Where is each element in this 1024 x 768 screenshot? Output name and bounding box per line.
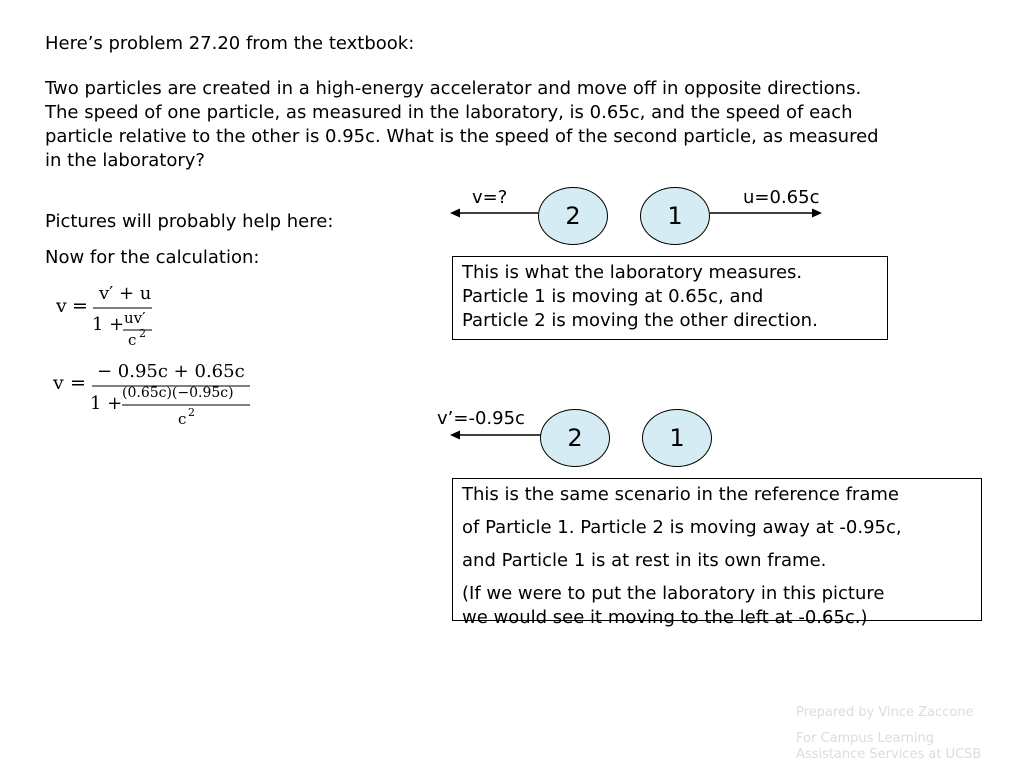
eq1-inner-numerator: uv′	[124, 309, 146, 327]
particle-1-frame	[642, 409, 712, 467]
pictures-label: Pictures will probably help here:	[45, 211, 334, 232]
eq1-denominator-one: 1 +	[92, 314, 125, 335]
arrowhead-left-frame	[450, 431, 460, 440]
caption-line: Particle 1 is moving at 0.65c, and	[462, 286, 764, 307]
eq2-inner-numerator: (0.65c)(−0.95c)	[122, 385, 234, 401]
problem-line: The speed of one particle, as measured in the laboratory, is 0.65c, and the speed of each	[45, 102, 853, 123]
eq1-equals: =	[72, 295, 88, 317]
credit-author: Prepared by Vince Zaccone	[796, 705, 974, 720]
caption-line: we would see it moving to the left at -0.65c.)	[462, 607, 868, 628]
eq2-denominator-one: 1 +	[90, 393, 123, 414]
particle-label: 1	[667, 202, 683, 230]
particle-label: 1	[669, 424, 685, 452]
credit-line: Assistance Services at UCSB	[796, 747, 982, 762]
caption-line: Particle 2 is moving the other direction.	[462, 310, 818, 331]
caption-line: (If we were to put the laboratory in this picture	[462, 583, 885, 604]
particle-1-lab	[640, 187, 710, 245]
intro-text: Here’s problem 27.20 from the textbook:	[45, 33, 415, 54]
eq2-equals: =	[70, 372, 86, 394]
velocity-u-label: u=0.65c	[743, 187, 820, 208]
particle-2-lab	[538, 187, 608, 245]
eq2-lhs: v	[53, 372, 64, 394]
eq1-inner-exponent: 2	[139, 327, 146, 340]
caption-line: This is the same scenario in the reference frame	[462, 484, 899, 505]
caption-line: This is what the laboratory measures.	[462, 262, 803, 283]
caption-line: of Particle 1. Particle 2 is moving away at -0.95c,	[462, 517, 902, 538]
lab-frame-caption	[452, 256, 888, 340]
caption-line: and Particle 1 is at rest in its own frame.	[462, 550, 827, 571]
problem-line: particle relative to the other is 0.95c. What is the speed of the second particle, as measured	[45, 126, 879, 147]
problem-line: in the laboratory?	[45, 150, 205, 171]
velocity-v-prime-label: v’=-0.95c	[437, 408, 525, 429]
particle-label: 2	[567, 424, 583, 452]
eq1-numerator: v′ + u	[99, 283, 152, 304]
eq2-numerator: − 0.95c + 0.65c	[97, 361, 245, 382]
problem-line: Two particles are created in a high-energy accelerator and move off in opposite directions.	[45, 78, 862, 99]
credit-line: For Campus Learning	[796, 731, 934, 746]
arrowhead-left-lab	[450, 209, 460, 218]
eq1-inner-denominator: c	[128, 331, 137, 349]
particle-label: 2	[565, 202, 581, 230]
credit-organization	[796, 731, 981, 763]
particle-frame-caption	[452, 478, 982, 628]
velocity-unknown-label: v=?	[472, 187, 508, 208]
eq1-lhs: v	[56, 295, 67, 317]
calculation-label: Now for the calculation:	[45, 247, 260, 268]
eq2-inner-denominator: c	[178, 410, 187, 428]
eq2-inner-exponent: 2	[188, 406, 195, 419]
particle-2-frame	[540, 409, 610, 467]
